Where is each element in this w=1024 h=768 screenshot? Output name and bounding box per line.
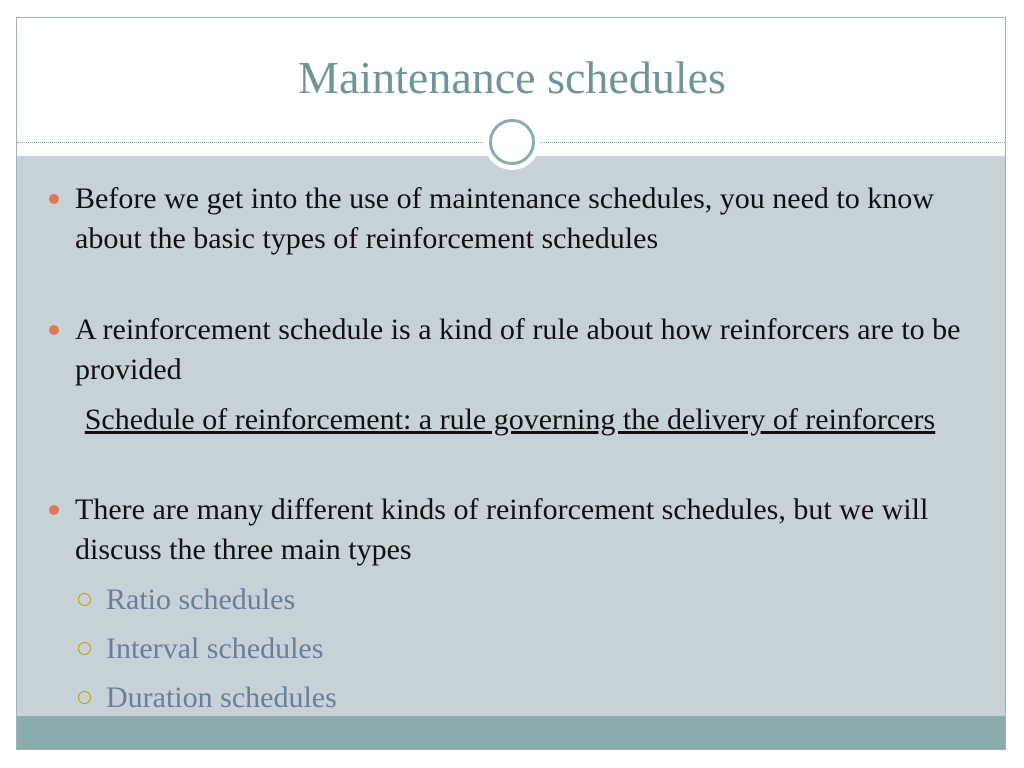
sub-item bbox=[106, 678, 337, 718]
hollow-circle-icon bbox=[78, 642, 91, 655]
bullet-item bbox=[75, 310, 975, 390]
bullet-text: There are many different kinds of reinforcement schedules, but we will discuss the three main types bbox=[75, 493, 929, 566]
filled-dot-icon bbox=[49, 325, 59, 335]
definition-text: Schedule of reinforcement: a rule governing the delivery of reinforcers bbox=[84, 403, 936, 436]
bullet-text: Before we get into the use of maintenance schedules, you need to know about the basic types of reinforcement schedules bbox=[75, 182, 934, 255]
hollow-circle-icon bbox=[78, 593, 91, 606]
sub-item-text: Ratio schedules bbox=[106, 583, 296, 616]
bullet-item bbox=[75, 490, 985, 570]
filled-dot-icon bbox=[49, 505, 59, 515]
sub-item-text: Interval schedules bbox=[106, 632, 324, 665]
bullet-text: A reinforcement schedule is a kind of rule about how reinforcers are to be provided bbox=[75, 313, 961, 386]
filled-dot-icon bbox=[49, 194, 59, 204]
bullet-item bbox=[75, 179, 975, 259]
ring-ornament-icon bbox=[484, 114, 540, 170]
sub-item bbox=[106, 629, 323, 669]
slide-title: Maintenance schedules bbox=[298, 52, 726, 103]
sub-item-text: Duration schedules bbox=[106, 681, 337, 714]
sub-item bbox=[106, 580, 295, 620]
footer-band bbox=[17, 716, 1005, 749]
hollow-circle-icon bbox=[78, 691, 91, 704]
